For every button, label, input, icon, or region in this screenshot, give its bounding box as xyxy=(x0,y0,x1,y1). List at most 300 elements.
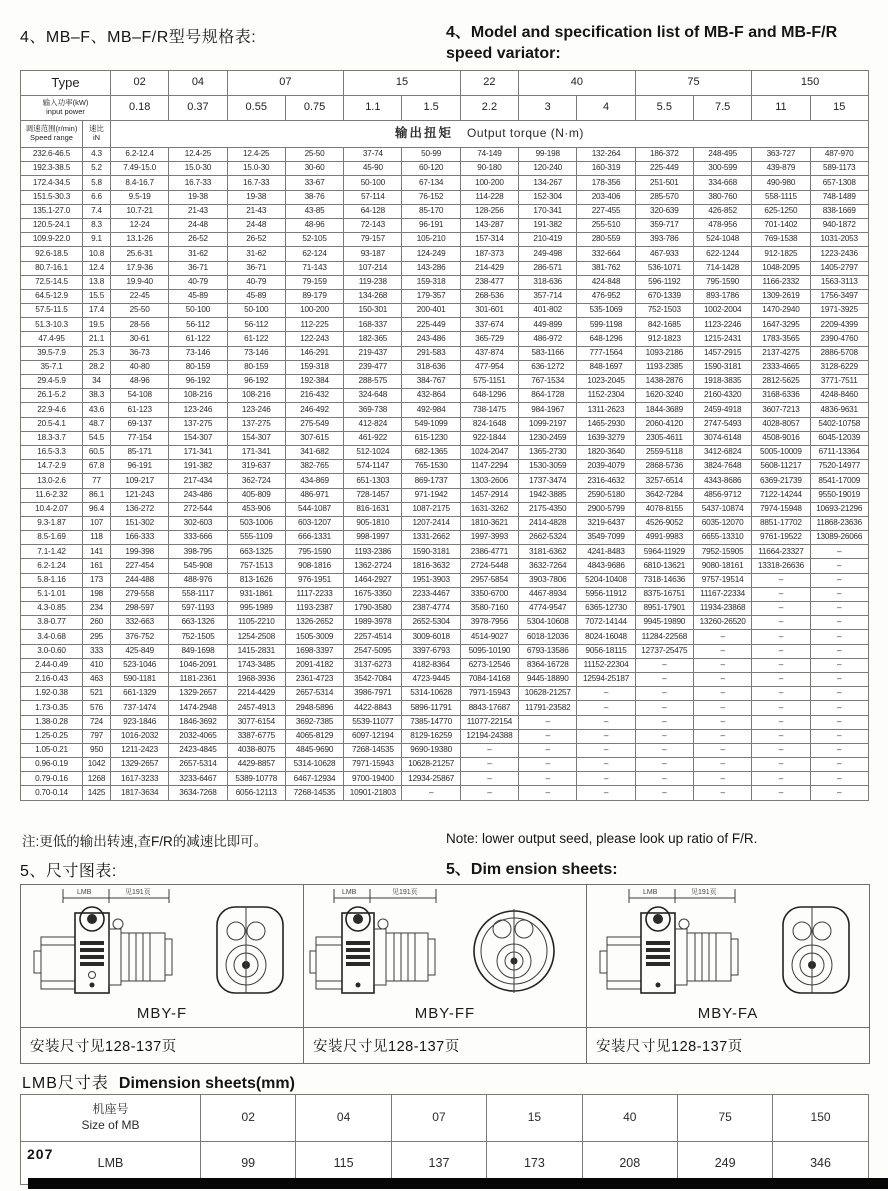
torque-cell: 589-1173 xyxy=(810,162,868,176)
torque-cell: 100-200 xyxy=(285,304,343,318)
torque-cell: 12.4-25 xyxy=(227,148,285,162)
torque-cell: 869-1737 xyxy=(402,474,460,488)
torque-cell: 6810-13621 xyxy=(635,559,693,573)
note-zh: 注:更低的输出转速,查F/R的减速比即可。 xyxy=(22,834,268,849)
torque-cell: – xyxy=(752,602,810,616)
torque-cell: 1215-2431 xyxy=(693,332,751,346)
torque-cell: 3986-7971 xyxy=(344,687,402,701)
torque-cell: 26-52 xyxy=(227,233,285,247)
torque-cell: 13260-26520 xyxy=(693,616,751,630)
torque-cell: 2423-4845 xyxy=(169,743,227,757)
torque-cell: – xyxy=(810,729,868,743)
torque-cell: 1590-3181 xyxy=(402,545,460,559)
torque-cell: 12737-25475 xyxy=(635,644,693,658)
torque-cell: 12194-24388 xyxy=(460,729,518,743)
speed-range-cell: 3.4-0.68 xyxy=(21,630,83,644)
torque-cell: – xyxy=(752,687,810,701)
lmb-title-en: Dimension sheets(mm) xyxy=(118,1075,295,1092)
torque-cell: 7520-14977 xyxy=(810,460,868,474)
torque-cell: 298-597 xyxy=(111,602,169,616)
torque-cell: 2559-5118 xyxy=(635,445,693,459)
torque-cell: – xyxy=(693,672,751,686)
speed-range-cell: 4.3-0.85 xyxy=(21,602,83,616)
torque-cell: – xyxy=(752,743,810,757)
torque-cell: – xyxy=(752,587,810,601)
torque-cell: 13.1-26 xyxy=(111,233,169,247)
table-row xyxy=(21,630,869,644)
table-row xyxy=(21,644,869,658)
torque-cell: 85-171 xyxy=(111,445,169,459)
torque-cell: 166-333 xyxy=(111,531,169,545)
torque-cell: 11934-23868 xyxy=(693,602,751,616)
gearbox-side-front-drawing xyxy=(21,885,303,1005)
speed-range-cell: 151.5-30.3 xyxy=(21,190,83,204)
table-row xyxy=(21,218,869,232)
torque-cell: 1470-2940 xyxy=(752,304,810,318)
torque-cell: 36-71 xyxy=(169,261,227,275)
torque-cell: 38-76 xyxy=(285,190,343,204)
torque-cell: 4038-8075 xyxy=(227,743,285,757)
torque-cell: 2233-4467 xyxy=(402,587,460,601)
ratio-cell: 234 xyxy=(83,602,111,616)
gearbox-drawing-mby-fa xyxy=(587,885,869,1005)
table-row xyxy=(21,190,869,204)
type-group-22: 22 xyxy=(460,71,518,96)
torque-cell: 21-43 xyxy=(169,204,227,218)
torque-cell: 369-738 xyxy=(344,403,402,417)
speed-range-cell: 135.1-27.0 xyxy=(21,204,83,218)
speed-range-cell: 120.5-24.1 xyxy=(21,218,83,232)
torque-cell: 9080-18161 xyxy=(693,559,751,573)
torque-cell: 279-558 xyxy=(111,587,169,601)
torque-cell: 109-217 xyxy=(111,474,169,488)
torque-cell: 488-976 xyxy=(169,573,227,587)
torque-cell: 120-240 xyxy=(519,162,577,176)
ratio-cell: 724 xyxy=(83,715,111,729)
torque-cell: 4078-8155 xyxy=(635,502,693,516)
torque-cell: 2662-5324 xyxy=(519,531,577,545)
torque-cell: 124-249 xyxy=(402,247,460,261)
torque-cell: 848-1697 xyxy=(577,360,635,374)
torque-cell: 648-1296 xyxy=(460,389,518,403)
torque-cell: 574-1147 xyxy=(344,460,402,474)
torque-cell: 1457-2915 xyxy=(693,346,751,360)
torque-cell: 25-50 xyxy=(285,148,343,162)
torque-cell: 1254-2508 xyxy=(227,630,285,644)
torque-cell: – xyxy=(460,772,518,786)
ratio-cell: 96.4 xyxy=(83,502,111,516)
torque-cell: 3350-6700 xyxy=(460,587,518,601)
torque-cell: 1816-3632 xyxy=(402,559,460,573)
torque-cell: 2305-4611 xyxy=(635,431,693,445)
torque-cell: 89-179 xyxy=(285,289,343,303)
torque-cell: 6018-12036 xyxy=(519,630,577,644)
torque-cell: 5437-10874 xyxy=(693,502,751,516)
table-row xyxy=(21,616,869,630)
torque-cell: 16.7-33 xyxy=(169,176,227,190)
torque-cell: 476-952 xyxy=(577,289,635,303)
torque-cell: 714-1428 xyxy=(693,261,751,275)
torque-cell: 2039-4079 xyxy=(577,460,635,474)
torque-cell: – xyxy=(810,587,868,601)
ratio-cell: 54.5 xyxy=(83,431,111,445)
torque-cell: 73-146 xyxy=(169,346,227,360)
speed-range-cell: 80.7-16.1 xyxy=(21,261,83,275)
torque-cell: – xyxy=(752,701,810,715)
torque-cell: 4526-9052 xyxy=(635,516,693,530)
torque-cell: 1474-2948 xyxy=(169,701,227,715)
torque-cell: 453-906 xyxy=(227,502,285,516)
torque-cell: 769-1538 xyxy=(752,233,810,247)
speed-range-cell: 92.6-18.5 xyxy=(21,247,83,261)
ratio-cell: 48.7 xyxy=(83,417,111,431)
torque-cell: 549-1099 xyxy=(402,417,460,431)
torque-cell: 4845-9690 xyxy=(285,743,343,757)
torque-cell: 192-384 xyxy=(285,375,343,389)
speed-range-cell: 29.4-5.9 xyxy=(21,375,83,389)
torque-cell: 558-1117 xyxy=(169,587,227,601)
torque-cell: – xyxy=(635,687,693,701)
torque-cell: – xyxy=(752,658,810,672)
torque-cell: 908-1816 xyxy=(285,559,343,573)
input-power-value: 0.37 xyxy=(169,96,227,121)
input-power-value: 0.75 xyxy=(285,96,343,121)
torque-cell: 912-1825 xyxy=(752,247,810,261)
dim-ref-label: 见191页 xyxy=(691,889,717,896)
torque-cell: 7952-15905 xyxy=(693,545,751,559)
dim-ref-label: 见191页 xyxy=(392,889,418,896)
torque-cell: 1016-2032 xyxy=(111,729,169,743)
ratio-cell: 410 xyxy=(83,658,111,672)
table-row xyxy=(21,417,869,431)
torque-cell: 79-157 xyxy=(344,233,402,247)
table-row xyxy=(21,516,869,530)
ratio-cell: 10.8 xyxy=(83,247,111,261)
torque-cell: 6035-12070 xyxy=(693,516,751,530)
torque-cell: 7.49-15.0 xyxy=(111,162,169,176)
torque-cell: 11284-22568 xyxy=(635,630,693,644)
torque-cell: 225-449 xyxy=(402,318,460,332)
torque-cell: 2257-4514 xyxy=(344,630,402,644)
torque-cell: 5005-10009 xyxy=(752,445,810,459)
torque-cell: 7318-14636 xyxy=(635,573,693,587)
torque-cell: 43-85 xyxy=(285,204,343,218)
torque-cell: 319-637 xyxy=(227,460,285,474)
torque-cell: 1530-3059 xyxy=(519,460,577,474)
torque-cell: – xyxy=(752,758,810,772)
torque-cell: 56-112 xyxy=(169,318,227,332)
torque-cell: 1031-2053 xyxy=(810,233,868,247)
torque-cell: 2091-4182 xyxy=(285,658,343,672)
dim-label-lmb: LMB xyxy=(342,889,357,896)
ratio-cell: 21.1 xyxy=(83,332,111,346)
torque-cell: 1166-2332 xyxy=(752,275,810,289)
torque-cell: 31-62 xyxy=(169,247,227,261)
ratio-cell: 77 xyxy=(83,474,111,488)
torque-cell: – xyxy=(752,644,810,658)
torque-cell: 100-200 xyxy=(460,176,518,190)
torque-cell: 575-1151 xyxy=(460,375,518,389)
torque-cell: 752-1505 xyxy=(169,630,227,644)
torque-cell: 332-663 xyxy=(111,616,169,630)
torque-cell: 9690-19380 xyxy=(402,743,460,757)
torque-cell: 11167-22334 xyxy=(693,587,751,601)
torque-cell: 893-1786 xyxy=(693,289,751,303)
torque-cell: 96-191 xyxy=(402,218,460,232)
torque-cell: 318-636 xyxy=(402,360,460,374)
torque-cell: 243-486 xyxy=(402,332,460,346)
table-row xyxy=(21,772,869,786)
torque-cell: 5608-11217 xyxy=(752,460,810,474)
torque-cell: 449-899 xyxy=(519,318,577,332)
torque-cell: 971-1942 xyxy=(402,488,460,502)
torque-cell: 596-1192 xyxy=(635,275,693,289)
input-power-value: 3 xyxy=(519,96,577,121)
table-row xyxy=(21,289,869,303)
panel-mby-ff xyxy=(303,885,586,1063)
torque-cell: 1405-2797 xyxy=(810,261,868,275)
torque-cell: 50-100 xyxy=(169,304,227,318)
panel-mby-f xyxy=(21,885,303,1063)
torque-cell: 238-477 xyxy=(460,275,518,289)
torque-cell: 838-1669 xyxy=(810,204,868,218)
torque-cell: 324-648 xyxy=(344,389,402,403)
torque-cell: 179-357 xyxy=(402,289,460,303)
dimension-panels xyxy=(20,884,870,1064)
speed-range-cell: 1.05-0.21 xyxy=(21,743,83,757)
torque-cell: 8951-17901 xyxy=(635,602,693,616)
table-row xyxy=(21,445,869,459)
torque-cell: 2316-4632 xyxy=(577,474,635,488)
torque-cell: 24-48 xyxy=(227,218,285,232)
torque-cell: 341-682 xyxy=(285,445,343,459)
torque-cell: 6369-21739 xyxy=(752,474,810,488)
torque-cell: – xyxy=(693,758,751,772)
ratio-cell: 333 xyxy=(83,644,111,658)
torque-cell: 280-559 xyxy=(577,233,635,247)
table-row xyxy=(21,573,869,587)
torque-cell: 134-267 xyxy=(519,176,577,190)
speed-range-cell: 172.4-34.5 xyxy=(21,176,83,190)
torque-cell: – xyxy=(810,658,868,672)
torque-cell: 380-760 xyxy=(693,190,751,204)
torque-cell: 12934-25867 xyxy=(402,772,460,786)
torque-cell: 2414-4828 xyxy=(519,516,577,530)
torque-cell: 651-1303 xyxy=(344,474,402,488)
ratio-cell: 5.8 xyxy=(83,176,111,190)
torque-cell: – xyxy=(752,729,810,743)
table-row xyxy=(21,375,869,389)
torque-cell: 757-1513 xyxy=(227,559,285,573)
torque-cell: 535-1069 xyxy=(577,304,635,318)
ratio-cell: 141 xyxy=(83,545,111,559)
torque-cell: 2209-4399 xyxy=(810,318,868,332)
torque-cell: 30-61 xyxy=(111,332,169,346)
model-label-mby-f: MBY-F xyxy=(136,1005,188,1022)
torque-cell: 171-341 xyxy=(169,445,227,459)
torque-cell: 13318-26636 xyxy=(752,559,810,573)
torque-cell: 4843-9686 xyxy=(577,559,635,573)
torque-cell: 239-477 xyxy=(344,360,402,374)
torque-cell: 77-154 xyxy=(111,431,169,445)
torque-cell: 45-89 xyxy=(227,289,285,303)
torque-cell: 922-1844 xyxy=(460,431,518,445)
torque-cell: 40-79 xyxy=(169,275,227,289)
torque-cell: 143-287 xyxy=(460,218,518,232)
torque-cell: – xyxy=(519,715,577,729)
torque-cell: 73-146 xyxy=(227,346,285,360)
input-power-label: 输入功率(kW) input power xyxy=(21,96,111,121)
torque-cell: 33-67 xyxy=(285,176,343,190)
torque-cell: 178-356 xyxy=(577,176,635,190)
torque-cell: 1181-2361 xyxy=(169,672,227,686)
torque-cell: 272-544 xyxy=(169,502,227,516)
table-row xyxy=(21,545,869,559)
speed-range-cell: 11.6-2.32 xyxy=(21,488,83,502)
torque-cell: 26-52 xyxy=(169,233,227,247)
torque-cell: 2457-4913 xyxy=(227,701,285,715)
table-row xyxy=(21,176,869,190)
torque-cell: 381-762 xyxy=(577,261,635,275)
table-row xyxy=(21,233,869,247)
table-row xyxy=(21,318,869,332)
torque-cell: 545-908 xyxy=(169,559,227,573)
torque-cell: 17.9-36 xyxy=(111,261,169,275)
torque-cell: 1362-2724 xyxy=(344,559,402,573)
torque-cell: 1117-2233 xyxy=(285,587,343,601)
torque-cell: – xyxy=(810,602,868,616)
torque-cell: – xyxy=(810,786,868,800)
table-row xyxy=(21,360,869,374)
torque-cell: 1223-2436 xyxy=(810,247,868,261)
install-note-mby-ff: 安装尺寸见128-137页 xyxy=(304,1027,586,1063)
torque-cell: 3009-6018 xyxy=(402,630,460,644)
torque-cell: 85-170 xyxy=(402,204,460,218)
table-row xyxy=(21,261,869,275)
torque-cell: – xyxy=(752,630,810,644)
speed-range-cell: 72.5-14.5 xyxy=(21,275,83,289)
torque-cell: 603-1207 xyxy=(285,516,343,530)
torque-cell: – xyxy=(635,786,693,800)
torque-cell: 1329-2657 xyxy=(169,687,227,701)
torque-cell: 45-90 xyxy=(344,162,402,176)
torque-cell: 998-1997 xyxy=(344,531,402,545)
torque-cell: 3077-6154 xyxy=(227,715,285,729)
torque-cell: 365-729 xyxy=(460,332,518,346)
torque-cell: 3903-7806 xyxy=(519,573,577,587)
torque-cell: – xyxy=(752,573,810,587)
ratio-cell: 5.2 xyxy=(83,162,111,176)
install-note-mby-f: 安装尺寸见128-137页 xyxy=(21,1027,303,1063)
speed-range-cell: 3.0-0.60 xyxy=(21,644,83,658)
input-power-value: 5.5 xyxy=(635,96,693,121)
torque-cell: 8851-17702 xyxy=(752,516,810,530)
torque-cell: 701-1402 xyxy=(752,218,810,232)
table-row xyxy=(21,346,869,360)
type-label: Type xyxy=(21,71,111,96)
torque-cell: 6711-13364 xyxy=(810,445,868,459)
speed-range-cell: 64.5-12.9 xyxy=(21,289,83,303)
torque-cell: 1505-3009 xyxy=(285,630,343,644)
torque-cell: 777-1564 xyxy=(577,346,635,360)
torque-cell: 80-159 xyxy=(169,360,227,374)
ratio-cell: 950 xyxy=(83,743,111,757)
torque-cell: 1743-3485 xyxy=(227,658,285,672)
torque-cell: 748-1489 xyxy=(810,190,868,204)
torque-cell: – xyxy=(752,672,810,686)
torque-cell: 8364-16728 xyxy=(519,658,577,672)
torque-cell: 728-1457 xyxy=(344,488,402,502)
torque-cell: 3219-6437 xyxy=(577,516,635,530)
ratio-cell: 67.8 xyxy=(83,460,111,474)
torque-cell: 160-319 xyxy=(577,162,635,176)
table-row xyxy=(21,758,869,772)
torque-cell: 4028-8057 xyxy=(752,417,810,431)
ratio-cell: 173 xyxy=(83,573,111,587)
section5-title-zh: 5、尺寸图表: xyxy=(20,863,117,880)
speed-range-cell: 18.3-3.7 xyxy=(21,431,83,445)
torque-cell: 122-243 xyxy=(285,332,343,346)
install-note-mby-fa: 安装尺寸见128-137页 xyxy=(587,1027,869,1063)
torque-cell: 137-275 xyxy=(169,417,227,431)
torque-cell: 923-1846 xyxy=(111,715,169,729)
torque-cell: – xyxy=(693,630,751,644)
torque-cell: 1631-3262 xyxy=(460,502,518,516)
torque-cell: 426-852 xyxy=(693,204,751,218)
table-row xyxy=(21,204,869,218)
torque-cell: 13089-26066 xyxy=(810,531,868,545)
torque-cell: 1942-3885 xyxy=(519,488,577,502)
type-group-02: 02 xyxy=(111,71,169,96)
type-group-04: 04 xyxy=(169,71,227,96)
torque-cell: 61-123 xyxy=(111,403,169,417)
torque-cell: 2175-4350 xyxy=(519,502,577,516)
torque-cell: 11791-23582 xyxy=(519,701,577,715)
torque-cell: 666-1331 xyxy=(285,531,343,545)
speed-range-cell: 0.96-0.19 xyxy=(21,758,83,772)
torque-cell: 425-849 xyxy=(111,644,169,658)
torque-cell: 300-599 xyxy=(693,162,751,176)
ratio-cell: 17.4 xyxy=(83,304,111,318)
torque-cell: 2652-5304 xyxy=(402,616,460,630)
torque-cell: 4856-9712 xyxy=(693,488,751,502)
torque-cell: – xyxy=(810,573,868,587)
speed-range-cell: 1.38-0.28 xyxy=(21,715,83,729)
torque-cell: 523-1046 xyxy=(111,658,169,672)
torque-cell: 12.4-25 xyxy=(169,148,227,162)
speed-range-cell: 10.4-2.07 xyxy=(21,502,83,516)
lmb-value: 208 xyxy=(582,1142,677,1185)
lmb-value: 115 xyxy=(296,1142,391,1185)
torque-cell: 50-100 xyxy=(344,176,402,190)
torque-cell: 1024-2047 xyxy=(460,445,518,459)
spec-table xyxy=(20,70,869,801)
torque-cell: 251-501 xyxy=(635,176,693,190)
speed-range-cell: 57.5-11.5 xyxy=(21,304,83,318)
speed-range-cell: 22.9-4.6 xyxy=(21,403,83,417)
torque-cell: 5204-10408 xyxy=(577,573,635,587)
torque-cell: 9945-19890 xyxy=(635,616,693,630)
torque-cell: 60-120 xyxy=(402,162,460,176)
speed-range-cell: 0.79-0.16 xyxy=(21,772,83,786)
torque-cell: 1820-3640 xyxy=(577,445,635,459)
torque-cell: – xyxy=(810,772,868,786)
torque-cell: 3542-7084 xyxy=(344,672,402,686)
speed-range-cell: 51.3-10.3 xyxy=(21,318,83,332)
size-of-mb-label: 机座号 Size of MB xyxy=(21,1095,201,1142)
table-row xyxy=(21,658,869,672)
torque-cell: 544-1087 xyxy=(285,502,343,516)
